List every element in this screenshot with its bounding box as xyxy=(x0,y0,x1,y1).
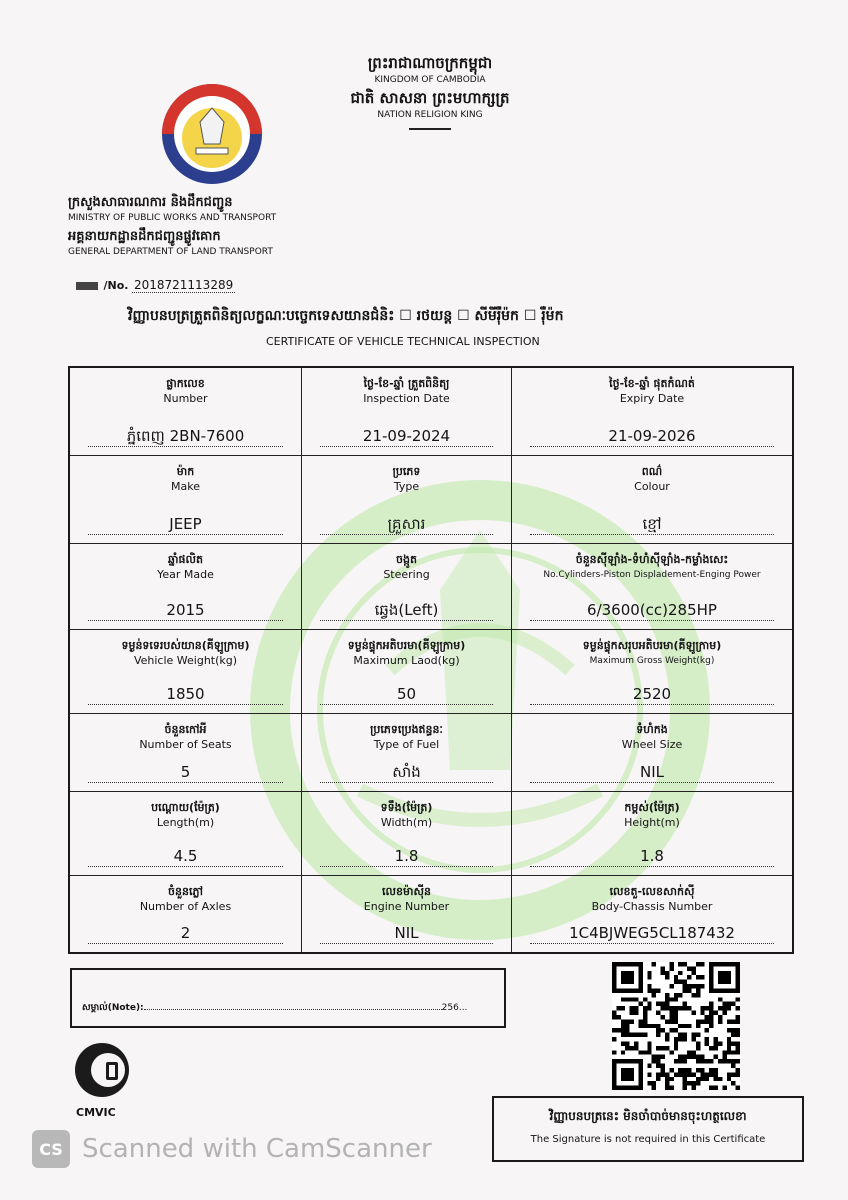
note-value: 256... xyxy=(441,1003,468,1013)
field-label-km: ប្រភេទ xyxy=(392,465,421,478)
field-value: 2 xyxy=(88,923,283,944)
vehicle-details-table xyxy=(68,366,794,954)
qr-code xyxy=(612,962,740,1090)
ministry-name-km: ក្រសួងសាធារណការ និងដឹកជញ្ជូន xyxy=(68,195,233,210)
field-value: 4.5 xyxy=(88,846,283,867)
field-body-chassis-number xyxy=(512,876,792,952)
field-value: ភ្នំពេញ 2BN-7600 xyxy=(88,426,283,447)
field-value: 2520 xyxy=(530,684,774,705)
field-value: NIL xyxy=(320,923,493,944)
number-stamp-icon xyxy=(76,282,98,290)
certificate-number-label: /No. xyxy=(103,279,129,292)
field-value: JEEP xyxy=(88,514,283,535)
header-divider xyxy=(409,128,451,130)
field-cylinders-power xyxy=(512,544,792,630)
field-label-km: កម្ពស់(ម៉ែត្រ) xyxy=(624,801,680,814)
kingdom-header xyxy=(300,52,560,130)
field-value: 2015 xyxy=(88,600,283,621)
note-dots xyxy=(144,1009,442,1010)
field-maximum-gross-weight xyxy=(512,630,792,714)
field-type-of-fuel xyxy=(302,714,512,792)
field-number xyxy=(70,368,302,456)
field-steering xyxy=(302,544,512,630)
field-year-made xyxy=(70,544,302,630)
field-label-km: ចង្កូត xyxy=(396,553,417,566)
field-label-en: Colour xyxy=(634,480,670,493)
field-label-km: ពណ៌ xyxy=(641,465,663,478)
field-label-en: Maximum Gross Weight(kg) xyxy=(589,656,715,666)
field-value: 21-09-2026 xyxy=(530,426,774,447)
field-label-km: ទម្ងន់ផ្ទុកសរុបអតិបរមា(គីឡូក្រាម) xyxy=(582,639,722,652)
field-value: ខ្មៅ xyxy=(530,514,774,535)
field-value: ឆ្វេង(Left) xyxy=(320,600,493,621)
field-inspection-date xyxy=(302,368,512,456)
signature-notice-km: វិញ្ញាបនបត្រនេះ មិនចាំបាច់មានចុះហត្ថលេខា xyxy=(549,1109,747,1123)
field-label-en: Body-Chassis Number xyxy=(591,900,713,913)
field-label-en: Engine Number xyxy=(363,900,450,913)
field-label-km: ទម្ងន់ទទេរបស់យាន(គីឡូក្រាម) xyxy=(121,639,250,652)
field-label-en: Number of Axles xyxy=(139,900,232,913)
field-wheel-size xyxy=(512,714,792,792)
field-label-km: ម៉ាក xyxy=(176,465,195,478)
kingdom-motto-km: ជាតិ សាសនា ព្រះមហាក្សត្រ xyxy=(350,89,510,107)
note-line xyxy=(82,1002,467,1015)
certificate-title-en: CERTIFICATE OF VEHICLE TECHNICAL INSPECTION xyxy=(266,335,540,348)
kingdom-title-en: KINGDOM OF CAMBODIA xyxy=(374,75,486,85)
field-value: 50 xyxy=(320,684,493,705)
field-label-km: លេខម៉ាស៊ីន xyxy=(382,885,431,898)
field-label-km: ឆ្នាំផលិត xyxy=(168,553,203,566)
field-label-km: ថ្ងៃ-ខែ-ឆ្នាំ ត្រួតពិនិត្យ xyxy=(363,377,450,390)
field-label-en: Type xyxy=(393,480,420,493)
signature-notice-en: The Signature is not required in this Certificate xyxy=(530,1134,766,1145)
field-label-km: បណ្តោយ(ម៉ែត្រ) xyxy=(151,801,220,814)
field-value: 1850 xyxy=(88,684,283,705)
certificate-number xyxy=(76,278,235,292)
ministry-name-en: MINISTRY OF PUBLIC WORKS AND TRANSPORT xyxy=(68,213,277,223)
field-label-en: Maximum Laod(kg) xyxy=(353,654,460,667)
field-type xyxy=(302,456,512,544)
field-label-en: Type of Fuel xyxy=(373,738,440,751)
field-maximum-load xyxy=(302,630,512,714)
field-label-en: Make xyxy=(171,480,200,493)
field-label-km: ចំនួនស៊ីឡាំង-ទំហំស៊ីឡាំង-កម្លាំងសេះ xyxy=(575,553,729,566)
field-label-km: ផ្លាកលេខ xyxy=(166,377,205,390)
camscanner-text: Scanned with CamScanner xyxy=(82,1134,432,1164)
field-expiry-date xyxy=(512,368,792,456)
field-value: គ្រួសារ xyxy=(320,514,493,535)
field-label-km: ចំនួនភ្លៅ xyxy=(168,885,203,898)
field-make xyxy=(70,456,302,544)
field-label-en: Height(m) xyxy=(624,816,680,829)
field-label-km: ទម្ងន់ផ្ទុកអតិបរមា(គីឡូក្រាម) xyxy=(347,639,466,652)
certificate-title-km: វិញ្ញាបនបត្រត្រួតពិនិត្យលក្ខណៈបច្ចេកទេសយានជំនិះ ☐ រថយន្ត ☐ សីមីរ៉ឺម៉ក ☐ រ៉ឺម៉ក xyxy=(128,308,564,324)
field-label-km: ចំនួនកៅអី xyxy=(164,723,207,736)
field-number-of-axles xyxy=(70,876,302,952)
department-name-en: GENERAL DEPARTMENT OF LAND TRANSPORT xyxy=(68,247,273,257)
field-label-km: ទទឹង(ម៉ែត្រ) xyxy=(380,801,433,814)
field-label-en: Width(m) xyxy=(380,816,433,829)
field-length xyxy=(70,792,302,876)
signature-notice xyxy=(492,1096,804,1162)
field-number-of-seats xyxy=(70,714,302,792)
field-label-km: ទំហំកង xyxy=(636,723,668,736)
note-label: សម្គាល់(Note): xyxy=(82,1003,144,1013)
field-label-en: Steering xyxy=(383,568,430,581)
field-value: 21-09-2024 xyxy=(320,426,493,447)
certificate-number-value: 2018721113289 xyxy=(133,278,234,292)
kingdom-motto-en: NATION RELIGION KING xyxy=(377,110,483,120)
field-label-en: Number xyxy=(163,392,208,405)
field-value: 1C4BJWEG5CL187432 xyxy=(530,923,774,944)
field-label-en: Length(m) xyxy=(156,816,215,829)
department-name-km: អគ្គនាយកដ្ឋានដឹកជញ្ជូនផ្លូវគោក xyxy=(68,229,221,244)
camscanner-icon: CS xyxy=(32,1130,70,1168)
note-box xyxy=(70,968,506,1028)
field-colour xyxy=(512,456,792,544)
field-label-km: ថ្ងៃ-ខែ-ឆ្នាំ ផុតកំណត់ xyxy=(609,377,695,390)
ministry-emblem-logo xyxy=(160,82,264,186)
field-height xyxy=(512,792,792,876)
ministry-block xyxy=(68,82,318,258)
field-value: NIL xyxy=(530,762,774,783)
field-engine-number xyxy=(302,876,512,952)
field-label-en: Inspection Date xyxy=(363,392,450,405)
field-label-en: Number of Seats xyxy=(139,738,232,751)
field-vehicle-weight xyxy=(70,630,302,714)
kingdom-title-km: ព្រះរាជាណាចក្រកម្ពុជា xyxy=(367,54,493,72)
field-value: សាំង xyxy=(320,762,493,783)
field-label-km: ប្រភេទប្រេងឥន្ធនៈ xyxy=(370,723,443,736)
field-value: 1.8 xyxy=(320,846,493,867)
field-value: 1.8 xyxy=(530,846,774,867)
field-label-km: លេខតួ-លេខសាក់ស៊ី xyxy=(609,885,695,898)
field-value: 5 xyxy=(88,762,283,783)
camscanner-watermark xyxy=(32,1130,432,1168)
cmvic-label: CMVIC xyxy=(76,1106,116,1119)
field-width xyxy=(302,792,512,876)
field-label-en: Year Made xyxy=(157,568,214,581)
field-label-en: Wheel Size xyxy=(621,738,683,751)
field-value: 6/3600(cc)285HP xyxy=(530,600,774,621)
field-label-en: Vehicle Weight(kg) xyxy=(133,654,238,667)
field-label-en: No.Cylinders-Piston Displadement-Enging Power xyxy=(543,570,761,580)
field-label-en: Expiry Date xyxy=(619,392,685,405)
cmvic-logo xyxy=(72,1040,132,1100)
